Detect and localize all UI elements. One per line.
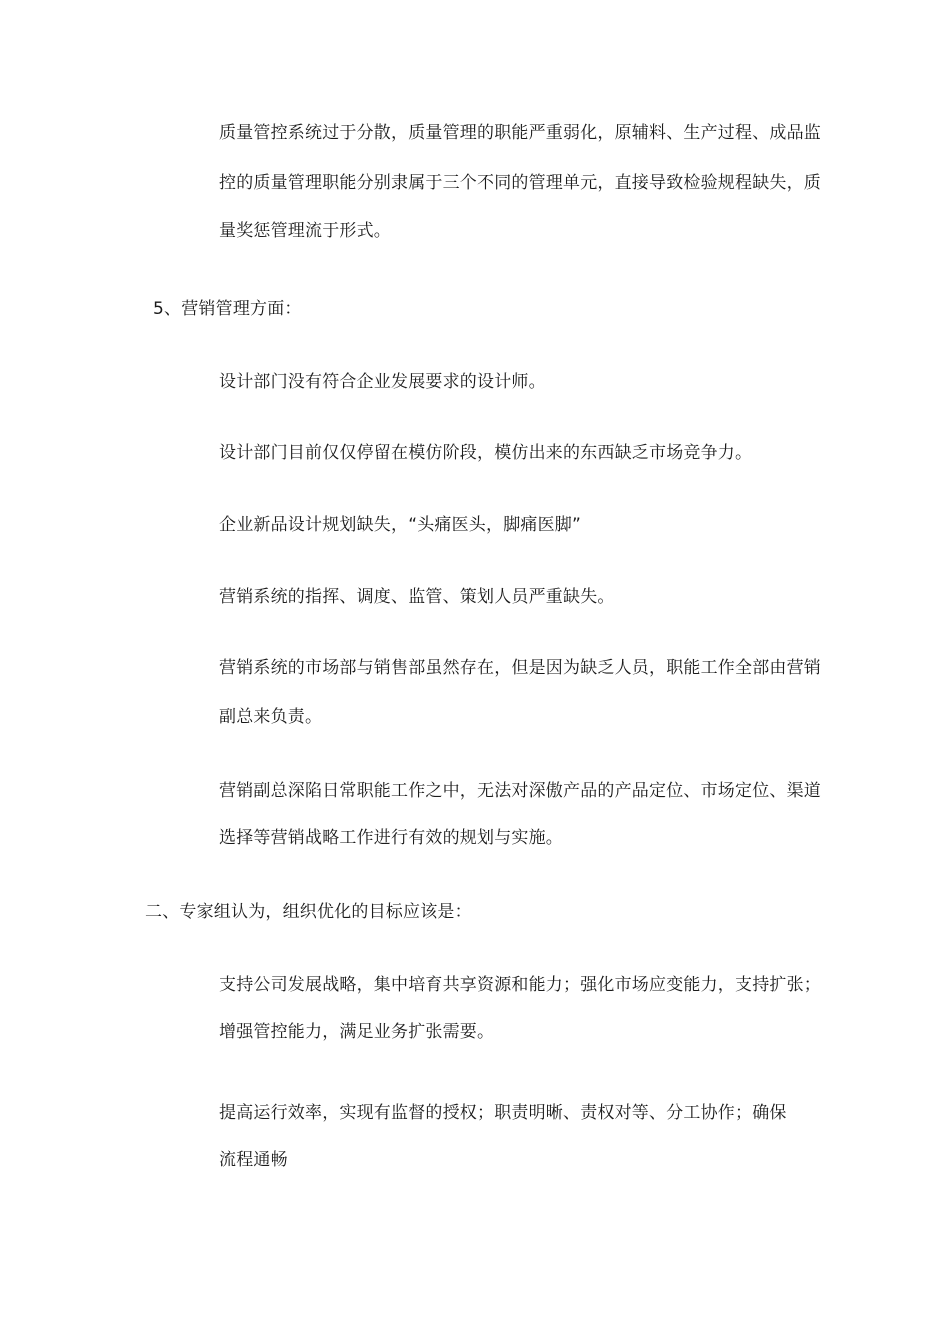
section-5-item-5-line-2: 副总来负责。	[219, 707, 323, 727]
section-5-heading: 5、营销管理方面：	[153, 299, 302, 319]
section-2-item-2-line-1: 提高运行效率，实现有监督的授权；职责明晰、责权对等、分工协作；确保	[219, 1103, 787, 1123]
section-5-item-3: 企业新品设计规划缺失，“头痛医头，脚痛医脚”	[219, 515, 582, 535]
section-5-item-6-line-2: 选择等营销战略工作进行有效的规划与实施。	[219, 828, 563, 848]
section-5-item-2: 设计部门目前仅仅停留在模仿阶段，模仿出来的东西缺乏市场竞争力。	[219, 443, 753, 463]
section-5-item-5-line-1: 营销系统的市场部与销售部虽然存在，但是因为缺乏人员，职能工作全部由营销	[219, 658, 821, 678]
section-5-item-4: 营销系统的指挥、调度、监管、策划人员严重缺失。	[219, 587, 615, 607]
quality-paragraph-line-2: 控的质量管理职能分别隶属于三个不同的管理单元，直接导致检验规程缺失，质	[219, 173, 821, 193]
section-2-item-2-line-2: 流程通畅	[219, 1150, 288, 1170]
section-5-item-6-line-1: 营销副总深陷日常职能工作之中，无法对深傲产品的产品定位、市场定位、渠道	[219, 781, 821, 801]
section-2-heading: 二、专家组认为，组织优化的目标应该是：	[145, 902, 472, 922]
section-2-item-1-line-2: 增强管控能力，满足业务扩张需要。	[219, 1022, 495, 1042]
quality-paragraph-line-3: 量奖惩管理流于形式。	[219, 221, 391, 241]
quality-paragraph-line-1: 质量管控系统过于分散，质量管理的职能严重弱化，原辅料、生产过程、成品监	[219, 123, 821, 143]
section-5-item-1: 设计部门没有符合企业发展要求的设计师。	[219, 372, 546, 392]
section-2-item-1-line-1: 支持公司发展战略，集中培育共享资源和能力；强化市场应变能力，支持扩张；	[219, 975, 821, 995]
